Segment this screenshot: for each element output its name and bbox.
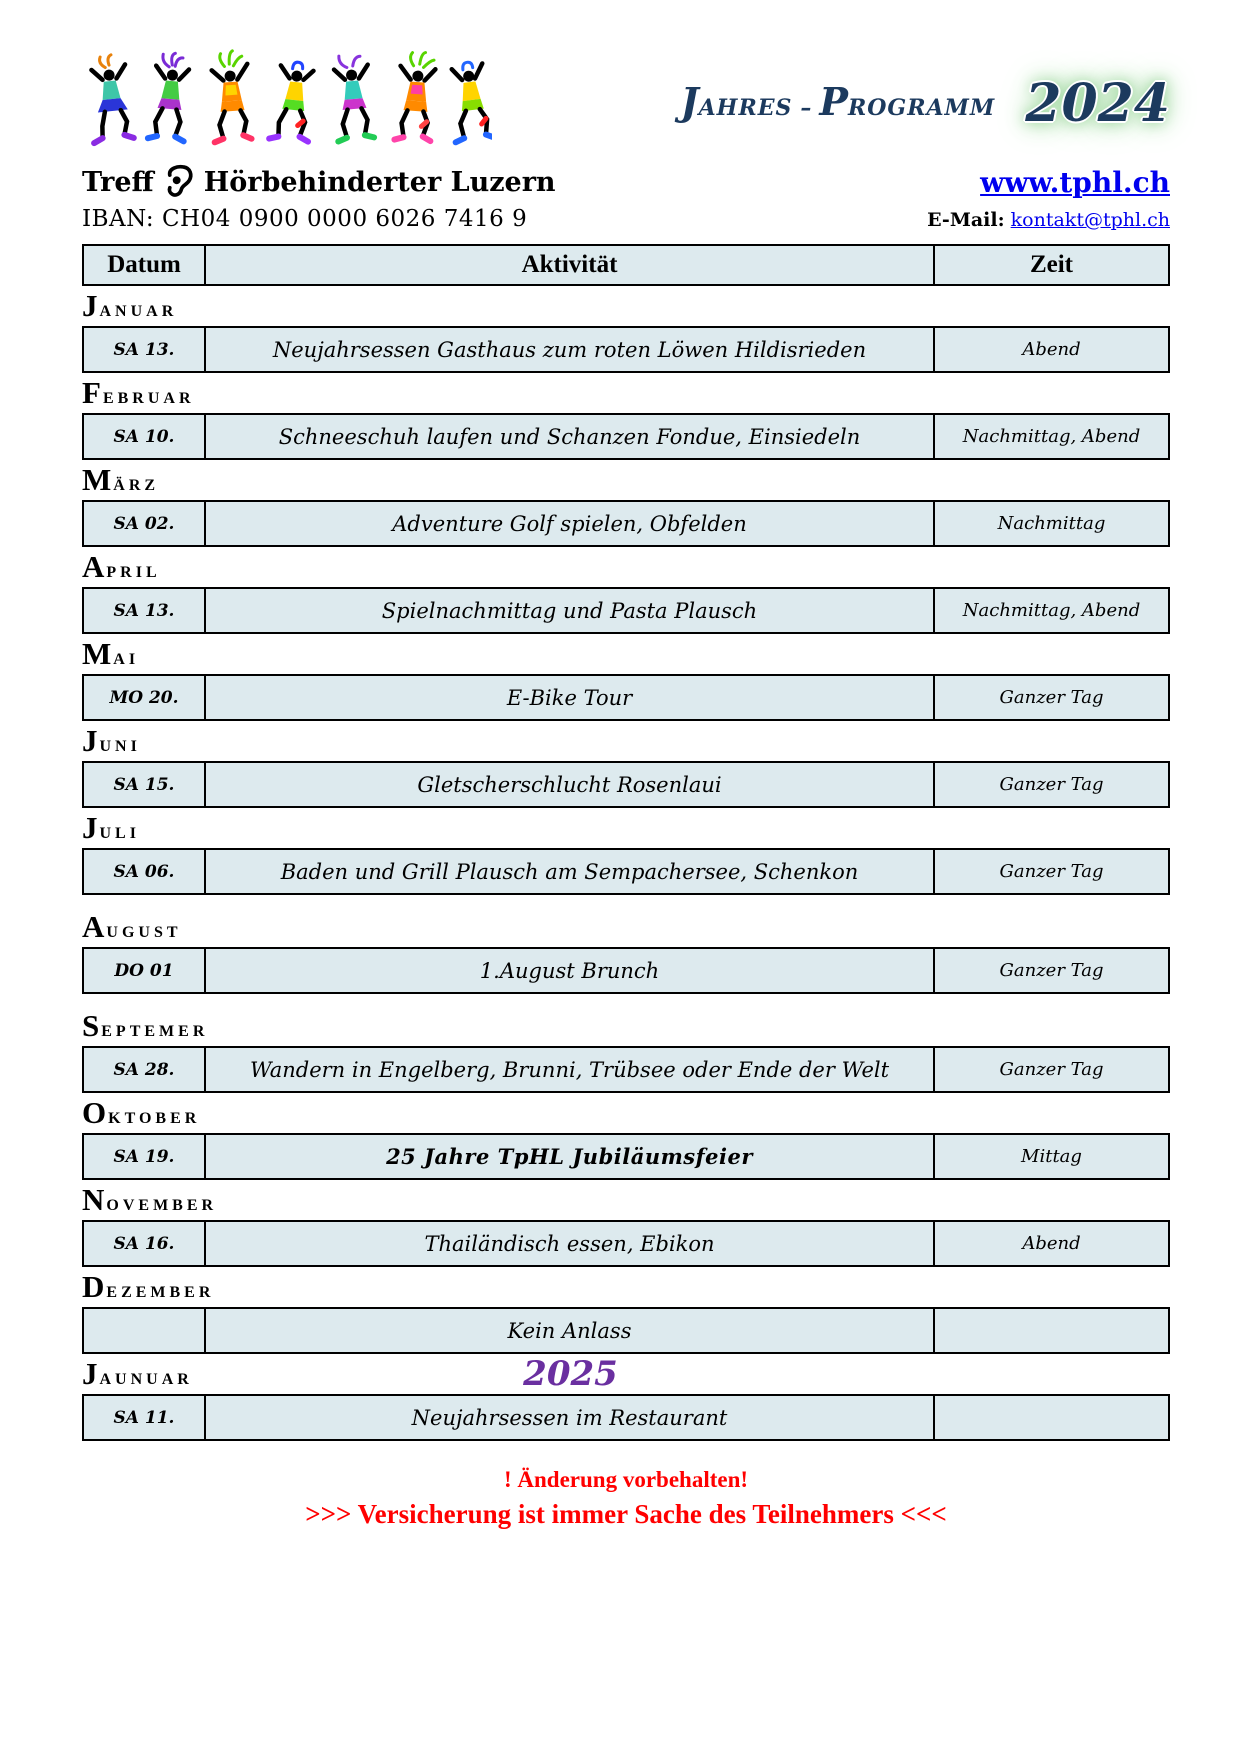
page-title (680, 73, 1170, 134)
datum-cell: SA 15. (84, 763, 206, 806)
footer-insurance-note: >>> Versicherung ist immer Sache des Teilnehmers <<< (305, 1499, 947, 1529)
month-row (82, 1354, 1170, 1394)
activity-cell: Gletscherschlucht Rosenlaui (206, 763, 935, 806)
datum-cell: SA 10. (84, 415, 206, 458)
month-section-dezember (82, 1269, 1170, 1354)
month-initial: S (82, 1008, 100, 1043)
month-initial: D (82, 1269, 105, 1304)
datum-cell: SA 11. (84, 1396, 206, 1439)
table-row (82, 1307, 1170, 1354)
title-year: 2024 (1025, 73, 1170, 134)
footer-notes (82, 1467, 1170, 1530)
month-label (82, 464, 159, 495)
month-rest: UNI (99, 738, 141, 755)
org-line (82, 164, 1170, 200)
email-line (927, 209, 1170, 231)
datum-cell: SA 13. (84, 328, 206, 371)
table-row (82, 1394, 1170, 1441)
month-rest: EBRUAR (102, 390, 195, 407)
month-initial: M (82, 462, 112, 497)
zeit-cell: Ganzer Tag (999, 861, 1104, 882)
activity-cell: Spielnachmittag und Pasta Plausch (206, 589, 935, 632)
datum-cell: SA 28. (84, 1048, 206, 1091)
month-section-mai (82, 636, 1170, 721)
table-row (82, 848, 1170, 895)
program-table-body (82, 288, 1170, 1441)
footer-change-note: ! Änderung vorbehalten! (503, 1467, 749, 1492)
table-row (82, 674, 1170, 721)
contact-line (82, 206, 1170, 232)
month-initial: A (82, 909, 105, 944)
month-initial: O (82, 1095, 107, 1130)
month-row (82, 288, 1170, 323)
month-initial: A (82, 549, 105, 584)
zeit-cell: Nachmittag, Abend (962, 426, 1141, 447)
zeit-cell: Ganzer Tag (999, 687, 1104, 708)
iban-text: IBAN: CH04 0900 0000 6026 7416 9 (82, 206, 528, 232)
month-label (82, 1358, 193, 1389)
activity-cell: Schneeschuh laufen und Schanzen Fondue, Einsiedeln (206, 415, 935, 458)
column-header-datum: Datum (84, 246, 206, 284)
table-row (82, 587, 1170, 634)
activity-cell: Baden und Grill Plausch am Sempachersee, Schenkon (206, 850, 935, 893)
month-row (82, 1182, 1170, 1217)
month-section-oktober (82, 1095, 1170, 1180)
title-rest-rogramm: ROGRAMM (847, 95, 996, 121)
table-row (82, 1046, 1170, 1093)
month-initial: J (82, 288, 98, 323)
month-section-juli (82, 810, 1170, 895)
datum-cell (84, 1309, 206, 1352)
month-rest: PRIL (106, 564, 161, 581)
month-section-august (82, 909, 1170, 994)
title-dash: – (800, 95, 812, 121)
month-label (82, 377, 195, 408)
org-name-pre: Treff (82, 166, 154, 198)
month-label (82, 1097, 200, 1128)
email-label: E-Mail: (927, 209, 1005, 231)
activity-cell: Neujahrsessen im Restaurant (206, 1396, 935, 1439)
datum-cell: MO 20. (84, 676, 206, 719)
activity-cell: 25 Jahre TpHL Jubiläumsfeier (206, 1135, 935, 1178)
month-rest: ÄRZ (113, 477, 160, 494)
zeit-cell: Nachmittag (997, 513, 1106, 534)
column-header-aktivitaet: Aktivität (206, 246, 935, 284)
title-initial-p: P (819, 79, 848, 124)
month-row (82, 375, 1170, 410)
month-row (82, 462, 1170, 497)
title-initial-j: J (680, 79, 699, 124)
month-row (82, 636, 1170, 671)
month-initial: J (82, 1356, 98, 1391)
month-row (82, 1269, 1170, 1304)
month-section-januar (82, 288, 1170, 373)
table-row (82, 326, 1170, 373)
next-year-note: 2025 (523, 1354, 618, 1394)
month-label (82, 1184, 217, 1215)
month-section-jaunuar (82, 1354, 1170, 1441)
month-section-septemer (82, 1008, 1170, 1093)
month-rest: EZEMBER (106, 1284, 215, 1301)
month-rest: ULI (99, 825, 140, 842)
month-section-november (82, 1182, 1170, 1267)
zeit-cell (935, 1396, 1168, 1439)
datum-cell: SA 13. (84, 589, 206, 632)
month-rest: KTOBER (108, 1110, 201, 1127)
month-row (82, 909, 1170, 944)
zeit-cell: Nachmittag, Abend (962, 600, 1141, 621)
month-section-februar (82, 375, 1170, 460)
month-label (82, 551, 161, 582)
org-name-post: Hörbehinderter Luzern (203, 166, 556, 198)
month-row (82, 810, 1170, 845)
month-initial: J (82, 810, 98, 845)
org-name (82, 164, 556, 200)
activity-cell: Wandern in Engelberg, Brunni, Trübsee oder Ende der Welt (206, 1048, 935, 1091)
month-row (82, 549, 1170, 584)
table-row (82, 500, 1170, 547)
month-rest: AUNUAR (99, 1371, 193, 1388)
zeit-cell: Ganzer Tag (999, 960, 1104, 981)
month-rest: EPTEMER (101, 1023, 209, 1040)
dancing-figures-icon (82, 48, 492, 148)
table-row (82, 1220, 1170, 1267)
header (82, 48, 1170, 158)
activity-cell: Neujahrsessen Gasthaus zum roten Löwen Hildisrieden (206, 328, 935, 371)
table-row (82, 761, 1170, 808)
activity-cell: Kein Anlass (206, 1309, 935, 1352)
datum-cell: DO 01 (84, 949, 206, 992)
month-initial: J (82, 723, 98, 758)
zeit-cell: Ganzer Tag (999, 1059, 1104, 1080)
activity-cell: Adventure Golf spielen, Obfelden (206, 502, 935, 545)
month-label (82, 1010, 208, 1041)
month-section-märz (82, 462, 1170, 547)
datum-cell: SA 06. (84, 850, 206, 893)
month-label (82, 290, 177, 321)
datum-cell: SA 19. (84, 1135, 206, 1178)
activity-cell: Thailändisch essen, Ebikon (206, 1222, 935, 1265)
title-rest-ahres: AHRES (698, 95, 793, 121)
zeit-cell: Abend (1022, 339, 1081, 360)
month-row (82, 723, 1170, 758)
column-header-zeit: Zeit (1029, 251, 1074, 278)
month-initial: F (82, 375, 101, 410)
month-label (82, 638, 139, 669)
table-header (82, 244, 1170, 286)
month-section-april (82, 549, 1170, 634)
zeit-cell: Ganzer Tag (999, 774, 1104, 795)
table-row (82, 947, 1170, 994)
month-label (82, 911, 182, 942)
month-rest: AI (113, 651, 140, 668)
zeit-cell: Mittag (1021, 1146, 1082, 1167)
month-initial: M (82, 636, 112, 671)
month-row (82, 1008, 1170, 1043)
table-row (82, 413, 1170, 460)
month-initial: N (82, 1182, 105, 1217)
table-row (82, 1133, 1170, 1180)
website-link[interactable]: www.tphl.ch (980, 165, 1170, 199)
activity-cell: E-Bike Tour (206, 676, 935, 719)
month-rest: ANUAR (99, 303, 178, 320)
dancing-figures-logo (82, 48, 492, 148)
month-rest: UGUST (106, 924, 182, 941)
month-label (82, 725, 141, 756)
month-label (82, 1271, 214, 1302)
month-label (82, 812, 140, 843)
datum-cell: SA 02. (84, 502, 206, 545)
month-section-juni (82, 723, 1170, 808)
zeit-cell: Abend (1022, 1233, 1081, 1254)
month-row (82, 1095, 1170, 1130)
zeit-cell (935, 1309, 1168, 1352)
activity-cell: 1.August Brunch (206, 949, 935, 992)
datum-cell: SA 16. (84, 1222, 206, 1265)
month-rest: OVEMBER (106, 1197, 218, 1214)
email-link[interactable]: kontakt@tphl.ch (1010, 209, 1170, 231)
ear-icon (164, 164, 194, 200)
